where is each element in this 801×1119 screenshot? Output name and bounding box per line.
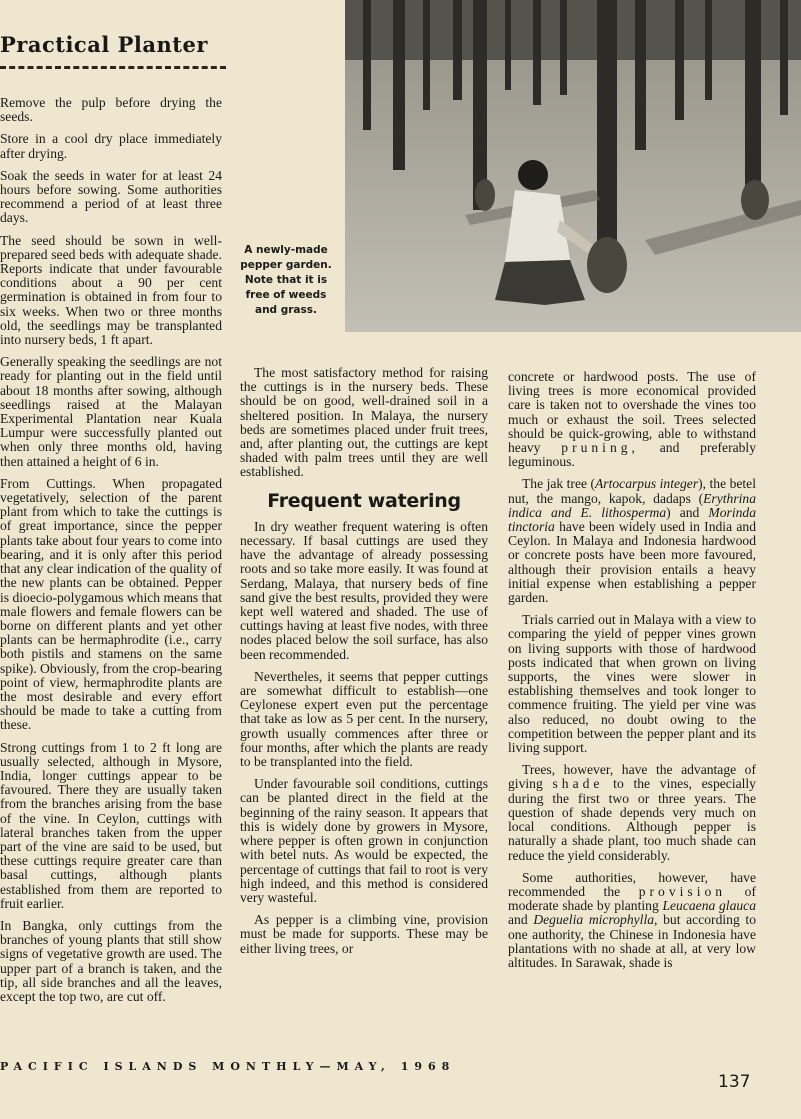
paragraph: Strong cuttings from 1 to 2 ft long are usually selected, although in Mysore, India, longer cuttings appear to be favoured. There they are usually taken from the branches arising from the base of the vine. In Ceylon, cuttings with lateral branches taken from the upper part of the vine are said to be used, but these cuttings require greater care than basal cuttings, although plants established from them are reported to fruit earlier. bbox=[0, 739, 222, 911]
text-run: Some authorities, however, have recommended the bbox=[508, 869, 756, 899]
page-number: 137 bbox=[718, 1072, 751, 1092]
paragraph bbox=[508, 477, 756, 605]
emphasis-text: provision bbox=[638, 883, 727, 899]
photo-caption: A newly-made pepper garden. Note that it is free of weeds and grass. bbox=[240, 244, 332, 316]
paragraph: In dry weather frequent watering is often necessary. If basal cuttings are used they have the advantage of already possessing roots and so take more easily. It was found at Serdang, Malaya, that nursery beds of fine sand give the best results, provided they were kept well watered and shaded. The use of cuttings having at least five nodes, with three nodes placed below the soil surface, has also been recommended. bbox=[240, 518, 488, 662]
header-divider bbox=[0, 66, 226, 69]
text-run: to the vines, especially during the first two or three years. The question of shade depends very much on local conditions. Although pepper is naturally a shade plant, too much shade can reduce the yield considerably. bbox=[508, 776, 756, 863]
text-run: The jak tree ( bbox=[522, 476, 595, 492]
text-run: ), the betel nut, the mango, kapok, dadaps ( bbox=[508, 476, 756, 506]
emphasis-text: shade bbox=[552, 776, 604, 792]
emphasis-text: pruning, bbox=[561, 440, 639, 456]
text-run: concrete or hardwood posts. The use of living trees is more economical provided care is taken not to overshade the vines too much or exhaust the soil. Trees selected should be quick-growing, able to withstand heavy bbox=[508, 369, 756, 456]
photo-illustration bbox=[345, 0, 801, 332]
scientific-name: Erythrina indica and E. lithosperma bbox=[508, 490, 756, 520]
text-run: and preferably leguminous. bbox=[508, 440, 757, 470]
paragraph: Generally speaking the seedlings are not ready for planting out in the field until about 18 months after sowing, although seedlings raised at the Malayan Experimental Plantation near Kuala Lumpur were successfully planted out when only three months old, having then attained a height of 6 in. bbox=[0, 354, 222, 469]
paragraph: Remove the pulp before drying the seeds. bbox=[0, 95, 222, 125]
paragraph: The seed should be sown in well-prepared seed beds with adequate shade. Reports indicate that under favourable conditions about a 90 per cent germination is obtained in from four to six weeks. When two or three months old, the seedlings may be transplanted into nursery beds, 1 ft apart. bbox=[0, 232, 222, 348]
paragraph bbox=[508, 763, 756, 862]
middle-column bbox=[240, 366, 488, 964]
text-run: of moderate shade by planting bbox=[508, 883, 756, 914]
paragraph: Store in a cool dry place immediately after drying. bbox=[0, 131, 222, 161]
pepper-garden-photo bbox=[345, 0, 801, 332]
left-column bbox=[0, 96, 222, 1012]
scientific-name: Morinda tinctoria bbox=[508, 504, 756, 535]
scientific-name: Artocarpus integer bbox=[595, 476, 699, 492]
paragraph: As pepper is a climbing vine, provision must be made for supports. These may be either living trees, or bbox=[240, 912, 488, 956]
running-footer: PACIFIC ISLANDS MONTHLY—MAY, 1968 bbox=[0, 1060, 456, 1073]
paragraph: Nevertheles, it seems that pepper cuttings are somewhat difficult to establish—one Ceylonese expert even put the percentage that take as low as 5 per cent. In the nursery, growth usually commences after three or four months, after which the plants are ready to be transplanted into the field. bbox=[240, 668, 488, 770]
text-run: but according to one authority, the Chinese in Indonesia have plantations with no shade at all, at very low altitudes. In Sarawak, shade is bbox=[508, 912, 756, 970]
paragraph bbox=[508, 871, 756, 970]
paragraph: Soak the seeds in water for at least 24 hours before sowing. Some authorities recommend a period of at least three days. bbox=[0, 167, 222, 226]
section-subheading: Frequent watering bbox=[267, 489, 461, 512]
scientific-name: Deguelia microphylla, bbox=[533, 912, 658, 928]
text-run: and bbox=[508, 912, 528, 928]
text-run: ) and bbox=[666, 504, 700, 520]
paragraph bbox=[508, 370, 756, 469]
text-run: have been widely used in India and Ceylon. In Malaya and Indonesia hardwood or concrete posts have been more favoured, although their provision entails a heavy initial expense when establishing a pepper garden. bbox=[508, 519, 756, 606]
paragraph: In Bangka, only cuttings from the branches of young plants that still show signs of vegetative growth are used. The upper part of a branch is taken, and the tip, all side branches and all the leaves, except the top two, are cut off. bbox=[0, 917, 222, 1004]
paragraph: Under favourable soil conditions, cuttings can be planted direct in the field at the beginning of the rainy season. It appears that this is widely done by growers in Mysore, where pepper is often grown in conjunction with betel nuts. As would be expected, the percentage of cuttings that fail to root is very high indeed, and this method is considered very wasteful. bbox=[240, 776, 488, 905]
paragraph: Trials carried out in Malaya with a view to comparing the yield of pepper vines grown on living supports with those of hardwood posts indicated that when grown on living supports, the vines were slower in establishing themselves and took longer to commence fruiting. The yield per vine was also reduced, no doubt owing to the competition between the pepper plant and its living support. bbox=[508, 612, 756, 756]
paragraph: From Cuttings. When propagated vegetatively, selection of the parent plant from which to take the cuttings is of great importance, since the pepper plants take about four years to come into bearing, and it is only after this period that any clear indication of the quality of the new plants can be obtained. Pepper is dioecio-polygamous which means that male flowers and female flowers can be borne on different plants and yet other plants can be hermaphrodite (i.e., carry both pistils and stamens on the same spike). Obviously, from the crop-bearing point of view, hermaphrodite plants are the most desirable and every effort should be made to take a cutting from these. bbox=[0, 475, 222, 733]
right-column bbox=[508, 370, 756, 978]
page-title: Practical Planter bbox=[0, 32, 208, 57]
paragraph: The most satisfactory method for raising the cuttings is in the nursery beds. These should be on good, well-drained soil in a sheltered position. In Malaya, the nursery beds are sometimes placed under fruit trees, and, after planting out, the cuttings are kept shaded with palm trees until they are well established. bbox=[240, 365, 488, 480]
scientific-name: Leucaena glauca bbox=[662, 898, 756, 914]
text-run: Trees, however, have the advantage of giving bbox=[508, 762, 756, 792]
